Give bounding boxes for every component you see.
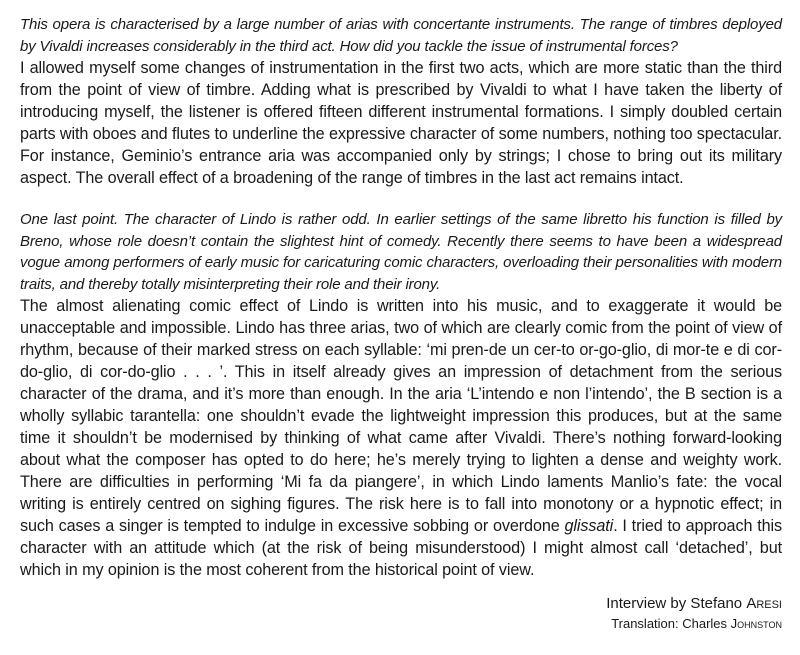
paragraph-gap — [20, 189, 782, 209]
answer-2-part-2: . I tried to approach this character with an attitude which (at the risk of being misunderstood) I might almost call ‘detached’, but which in my opinion is the most coherent from the historical point of view. — [20, 517, 782, 579]
answer-2-emphasis: glissati — [564, 517, 614, 535]
interview-credit-prefix: Interview by Stefano — [606, 595, 747, 612]
answer-1: I allowed myself some changes of instrumentation in the first two acts, which are more static than the third from the point of view of timbre. Adding what is prescribed by Vivaldi to what I have taken the liberty of introducing myself, the listener is offered fifteen different instrumental formations. I simply doubled certain parts with oboes and flutes to underline the expressive character of some numbers, nothing too spectacular. For instance, Geminio’s entrance aria was accompanied only by strings; I chose to bring out its military aspect. The overall effect of a broadening of the range of timbres in the last act remains intact. — [20, 59, 782, 187]
interview-credit — [606, 594, 782, 614]
translation-credit-prefix: Translation: Charles — [611, 616, 731, 631]
interview-text — [20, 14, 782, 581]
interviewer-surname: Aresi — [746, 595, 782, 612]
answer-2 — [20, 295, 782, 581]
translator-surname: Johnston — [730, 616, 782, 631]
credits — [606, 594, 782, 634]
translation-credit — [606, 614, 782, 634]
answer-2-part-1: The almost alienating comic effect of Lindo is written into his music, and to exaggerate it would be unacceptable and impossible. Lindo has three arias, two of which are clearly comic from the point of view of rhythm, because of their marked stress on each syllable: ‘mi pren-de un cer-to or-go-glio, di mor-te e di cor-do-glio, di cor-do-glio . . . ’. This in itself already gives an impression of detachment from the serious character of the drama, and it’s more than enough. In the aria ‘L’intendo e non l’intendo’, the B section is a wholly syllabic tarantella: one shouldn’t evade the lightweight impression this produces, but at the same time it shouldn’t be modernised by thinking of what came after Vivaldi. There’s nothing forward-looking about what the composer has opted to do here; he’s merely trying to lighten a dense and weighty work. There are difficulties in performing ‘Mi fa da piangere’, in which Lindo laments Manlio’s fate: the vocal writing is entirely centred on sighing figures. The risk here is to fall into monotony or a hypnotic effect; in such cases a singer is tempted to indulge in excessive sobbing or overdone — [20, 297, 782, 535]
question-1: This opera is characterised by a large number of arias with concertante instruments. The range of timbres deployed by Vivaldi increases considerably in the third act. How did you tackle the issue of instrumental forces? — [20, 16, 782, 55]
question-2: One last point. The character of Lindo is rather odd. In earlier settings of the same libretto his function is filled by Breno, whose role doesn’t contain the slightest hint of comedy. Recently there seems to have been a widespread vogue among performers of early music for caricaturing comic characters, overloading their personalities with modern traits, and thereby totally misinterpreting their role and their irony. — [20, 211, 782, 293]
